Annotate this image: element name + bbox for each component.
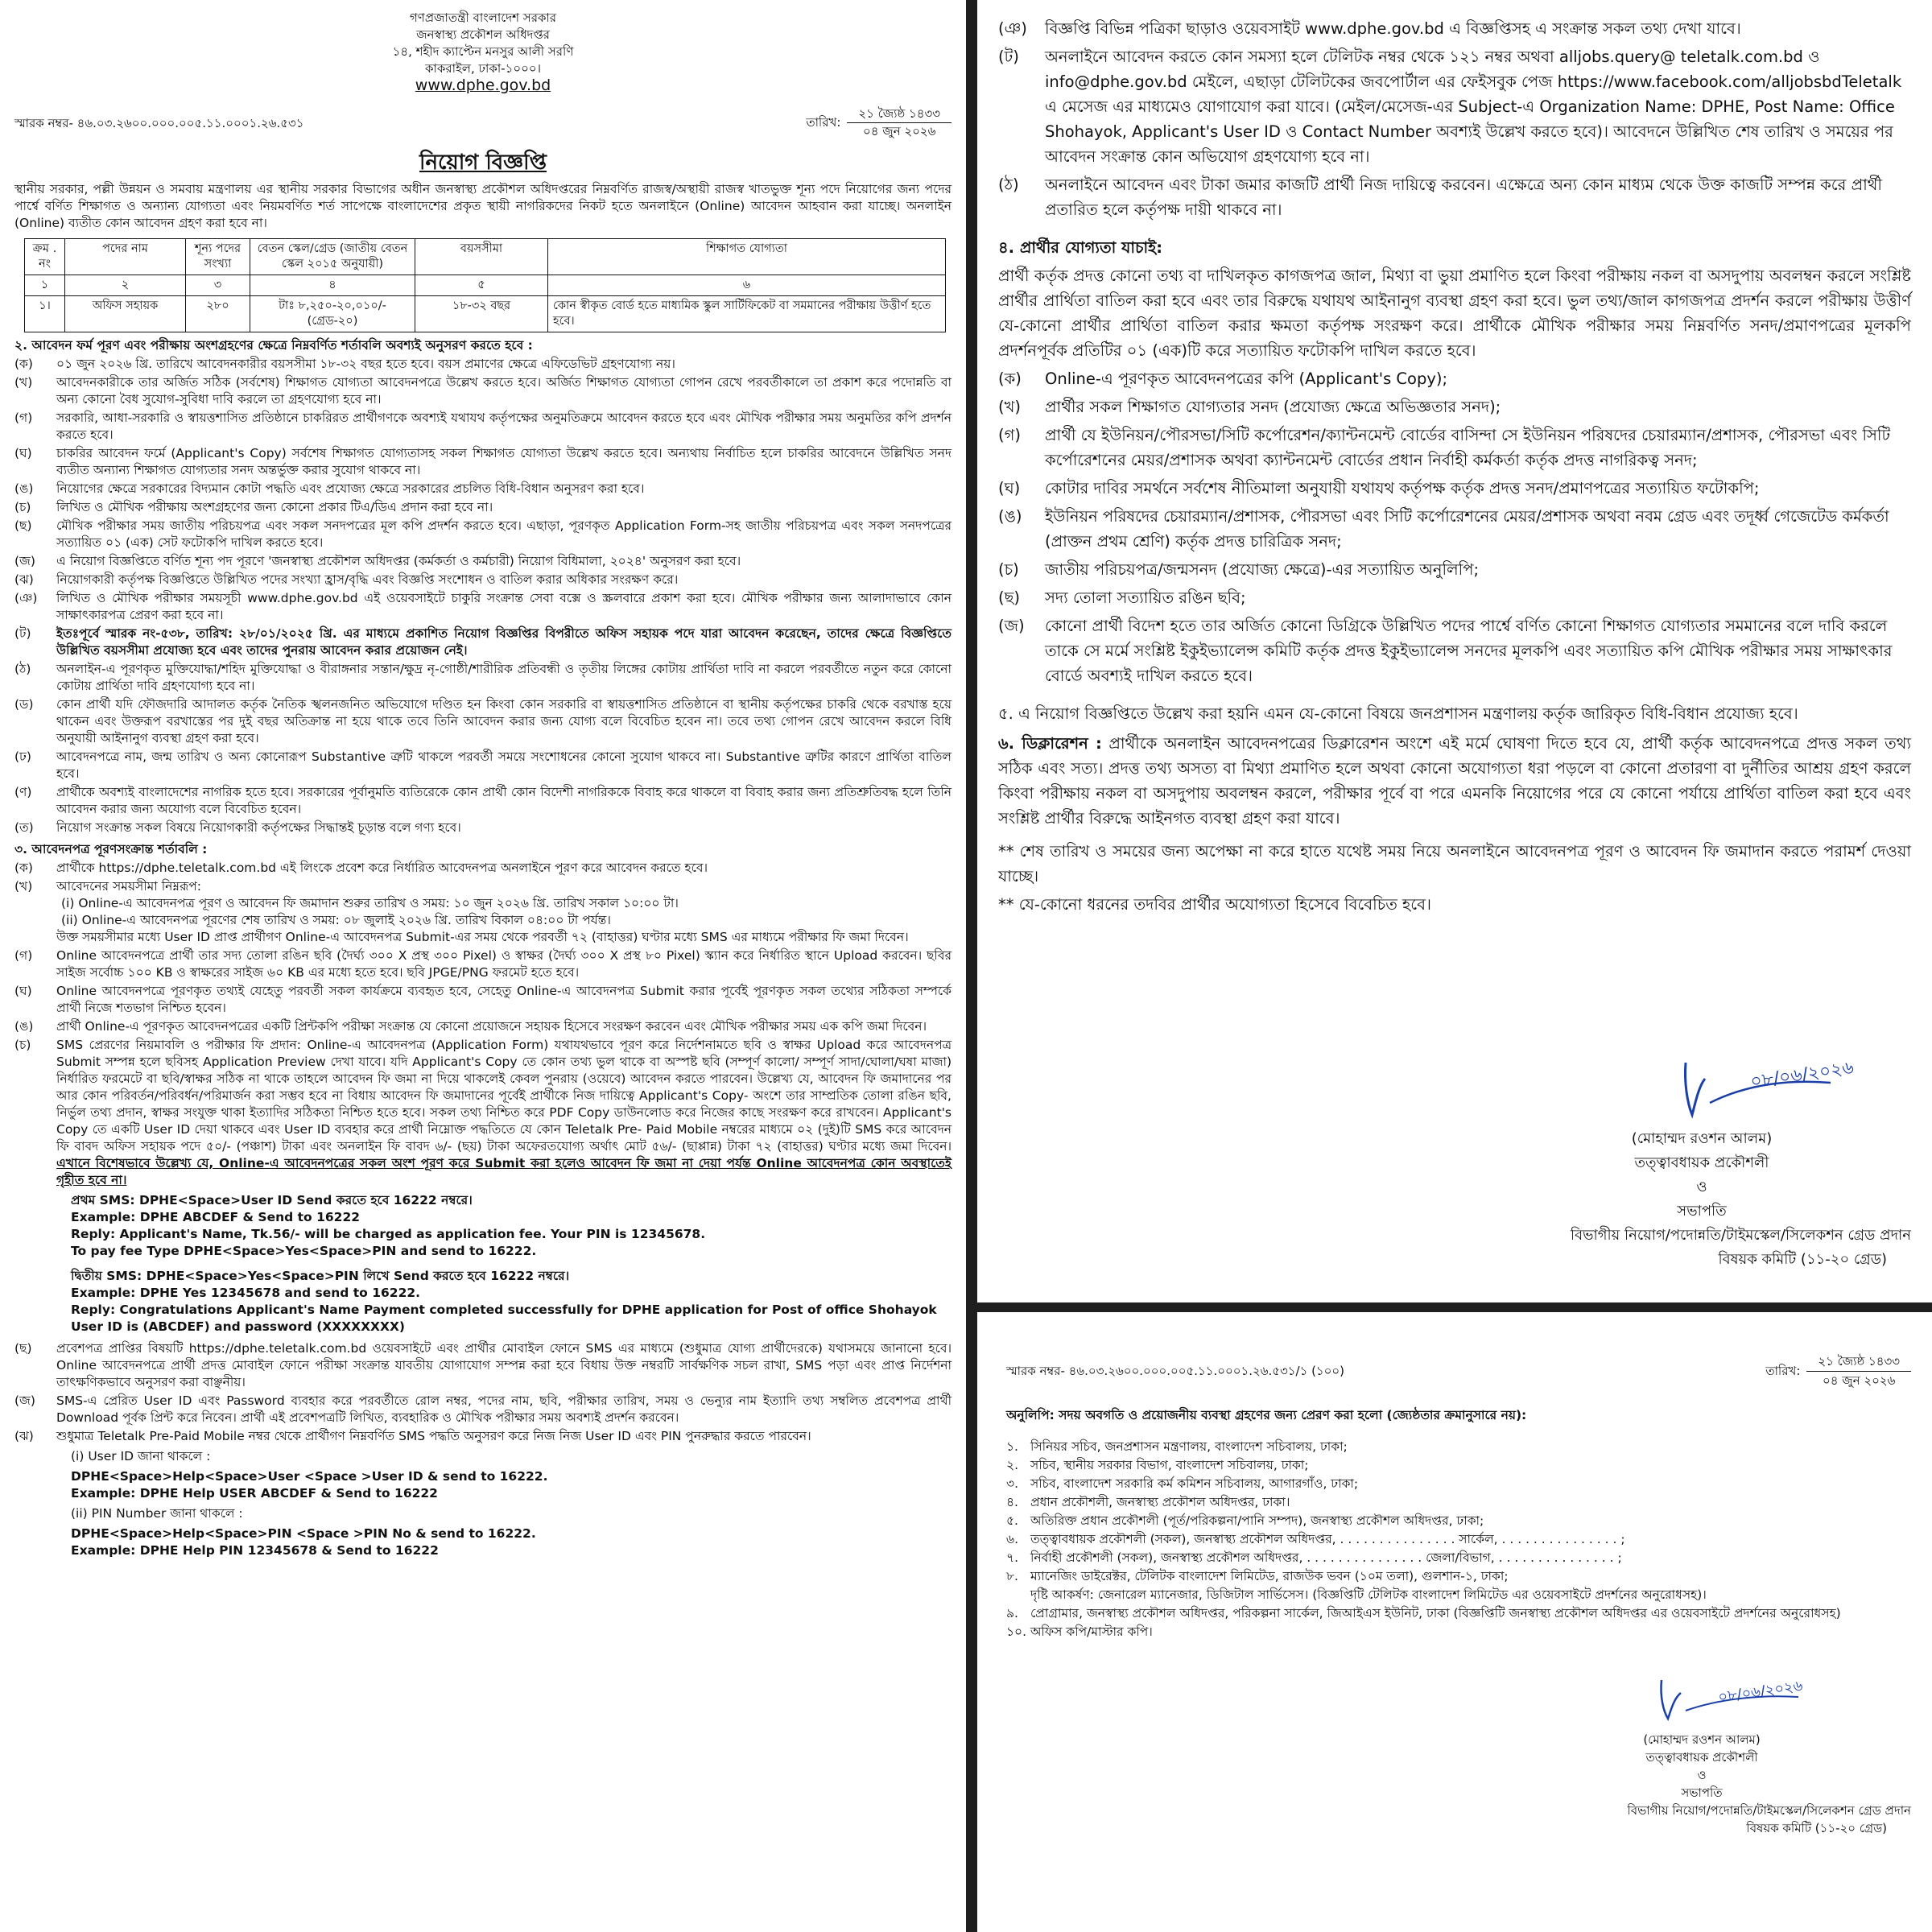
letterhead — [14, 10, 952, 94]
cell-pay-scale: টাঃ ৮,২৫০-২০,০১০/- (গ্রেড-২০) — [250, 296, 415, 332]
list-item — [998, 366, 1911, 391]
item-marker: (ড) — [14, 697, 34, 712]
item-marker: (ক) — [14, 861, 33, 875]
address-line-2: কাকরাইল, ঢাকা-১০০০। — [425, 61, 541, 76]
list-item — [998, 16, 1911, 41]
signatory-title: তত্ত্বাবধায়ক প্রকৌশলী — [1645, 1750, 1758, 1765]
item-marker: (গ) — [998, 426, 1021, 444]
list-item — [998, 585, 1911, 610]
item-marker: ৪. — [1006, 1495, 1018, 1509]
item-text: কোনো প্রার্থী বিদেশ হতে তার অর্জিত কোনো ডিগ্রিকে উল্লিখিত পদের পার্শ্বে বর্ণিত কোনো শিক্ষাগত যোগ্যতার সমমানের বলে দাবি করলে তাকে সে মর্মে সংশ্লিষ্ট ইকুইভ্যালেন্স কমিটি কর্তৃক প্রদত্ত ইকুইভ্যালেন্স সনদের মূলকপি এবং সত্যায়িত কপি মৌখিক পরীক্ষার সময় সাক্ষাৎকার বোর্ডে অবশ্যই দাখিল করতে হবে। — [1045, 617, 1893, 685]
sms-line: Example: DPHE Help USER ABCDEF & Send to 16222 — [71, 1486, 438, 1501]
item-text: সরকারি, আধা-সরকারি ও স্বায়ত্তশাসিত প্রতিষ্ঠানে চাকরিরত প্রার্থীগণকে অবশ্যই যথাযথ কর্তৃপক্ষের অনুমতিক্রমে আবেদন করতে হবে এবং মৌখিক পরীক্ষার সময় অনুমতির কপি প্রদর্শন করতে হবে। — [56, 411, 952, 442]
list-item — [1006, 1586, 1911, 1604]
copy-distribution-page — [977, 1312, 1932, 1932]
sms-line: DPHE<Space>Help<Space>PIN <Space >PIN No & send to 16222. — [71, 1526, 536, 1541]
signatory-name: (মোহাম্মদ রওশন আলম) — [1643, 1732, 1761, 1747]
declaration-text: প্রার্থীকে অনলাইন আবেদনপত্রের ডিক্লারেশন অংশে এই মর্মে ঘোষণা দিতে হবে যে, প্রার্থী কর্তৃক আবেদনপত্রে প্রদত্ত সকল তথ্য সঠিক এবং সত্য। প্রদত্ত তথ্য অসত্য বা মিথ্যা প্রমাণিত হলে অথবা কোনো অযোগ্যতা ধরা পড়লে বা কোনো প্রতারণা বা দুর্নীতির আশ্রয় গ্রহণ করলে কিংবা পরীক্ষায় নকল বা অসদুপায় অবলম্বন করলে, পরীক্ষার পূর্বে বা পরে এমনকি নিয়োগের পরে যে কোনো পর্যায়ে প্রার্থিতা বাতিল করা হবে এবং সংশ্লিষ্ট প্রার্থীর বিরুদ্ধে আইনগত ব্যবস্থা গ্রহণ করা যাবে। — [998, 734, 1911, 828]
list-item — [14, 1393, 952, 1426]
item-text: নিয়োগকারী কর্তৃপক্ষ বিজ্ঞপ্তিতে উল্লিখিত পদের সংখ্যা হ্রাস/বৃদ্ধি এবং বিজ্ঞপ্তি সংশোধন ও বাতিল করার অধিকার সংরক্ষণ করে। — [56, 572, 679, 587]
copy-memo-date — [1765, 1352, 1911, 1390]
item-marker: (ছ) — [14, 518, 32, 533]
cell-age: ১৮-৩২ বছর — [415, 296, 548, 332]
list-item — [1006, 1604, 1911, 1623]
list-item — [14, 1018, 952, 1035]
signature-block — [1492, 1127, 1911, 1272]
signatory-role: সভাপতি — [1681, 1785, 1723, 1800]
item-marker: (চ) — [14, 1038, 31, 1052]
copy-memo-number: স্মারক নম্বর- ৪৬.০৩.২৬০০.০০০.০০৫.১১.০০০১.২৬.৫৩১/১ (১০০) — [1006, 1364, 1345, 1378]
website-link[interactable]: www.dphe.gov.bd — [415, 76, 551, 94]
cell-post: অফিস সহায়ক — [65, 296, 186, 332]
col-number: ৩ — [186, 275, 250, 296]
cell-vacancies: ২৮০ — [186, 296, 250, 332]
list-item — [14, 1340, 952, 1391]
dept-name: জনস্বাস্থ্য প্রকৌশল অধিদপ্তর — [416, 27, 550, 42]
item-marker: (ছ) — [14, 1341, 32, 1356]
signatory-and: ও — [1696, 1179, 1707, 1195]
item-text: এ নিয়োগ বিজ্ঞপ্তিতে বর্ণিত শূন্য পদ পূরণে 'জনস্বাস্থ্য প্রকৌশল অধিদপ্তর (কর্মকর্তা ও কর্মচারী) নিয়োগ বিধিমালা, ২০২৪' অনুসরণ করা হবে। — [56, 554, 741, 568]
list-item — [14, 1428, 952, 1445]
item-marker: (জ) — [14, 554, 35, 568]
item-text: ম্যানেজিং ডাইরেক্টর, টেলিটক বাংলাদেশ লিমিটেড, রাজউক ভবন (১০ম তলা), গুলশান-১, ঢাকা; — [1030, 1569, 1509, 1583]
col-pay-scale: বেতন স্কেল/গ্রেড (জাতীয় বেতন স্কেল ২০১৫ অনুযায়ী) — [250, 239, 415, 275]
item-text: Online আবেদনপত্রে প্রার্থী তার সদ্য তোলা রঙিন ছবি (দৈর্ঘ্য ৩০০ X প্রস্থ ৩০০ Pixel) ও স্বাক্ষর (দৈর্ঘ্য ৩০০ X প্রস্থ ৮০ Pixel) স্ক্যান করে নির্ধারিত স্থানে Upload করবেন। ছবির সাইজ সর্বোচ্চ ১০০ KB ও স্বাক্ষরের সাইজ ৬০ KB এর মধ্যে হতে হবে। ছবি JPGE/PNG ফরমেট হতে হবে। — [56, 948, 952, 980]
item-marker: ৮. — [1006, 1569, 1018, 1583]
item-text: লিখিত ও মৌখিক পরীক্ষার সময়সূচী www.dphe.gov.bd এই ওয়েবসাইটে চাকুরি সংক্রান্ত সেবা বক্সে ও স্ক্রলবারে প্রকাশ করা হবে। মৌখিক পরীক্ষার জন্য আলাদাভাবে কোন সাক্ষাৎকারপত্র প্রেরণ করা হবে না। — [56, 591, 952, 622]
item-marker: ১০. — [1006, 1624, 1027, 1639]
list-item — [14, 947, 952, 981]
signatory-name: (মোহাম্মদ রওশন আলম) — [1631, 1130, 1773, 1147]
deadline-end: (ii) Online-এ আবেদনপত্র পূরণের শেষ তারিখ ও সময়: ০৮ জুলাই ২০২৬ খ্রি. তারিখ বিকাল ০৪:০০ টা পর্যন্ত। — [61, 913, 611, 927]
list-item — [14, 983, 952, 1017]
item-text: প্রার্থী যে ইউনিয়ন/পৌরসভা/সিটি কর্পোরেশন/ক্যান্টনমেন্ট বোর্ডের বাসিন্দা সে ইউনিয়ন পরিষদের চেয়ারম্যান/প্রশাসক, পৌরসভা এবং সিটি কর্পোরেশনের মেয়র/প্রশাসক অথবা ক্যান্টনমেন্ট বোর্ডের প্রধান নির্বাহী কর্মকর্তা কর্তৃক প্রদত্ত নাগরিকত্ব সনদ; — [1045, 426, 1891, 469]
item-marker: (ঘ) — [998, 479, 1021, 497]
list-item — [14, 749, 952, 782]
item-marker: ৯. — [1006, 1606, 1018, 1620]
list-item — [14, 410, 952, 444]
item-text: মৌখিক পরীক্ষার সময় জাতীয় পরিচয়পত্র এবং সকল সনদপত্রের মূল কপি প্রদর্শন করতে হবে। এছাড়া, পূরণকৃত Application Form-সহ জাতীয় পরিচয়পত্র এবং সকল সনদপত্রের সত্যায়িত ০১ (এক) সেট ফটোকপি দাখিল করতে হবে। — [56, 518, 952, 550]
section-2-title: ২. আবেদন ফর্ম পূরণ এবং পরীক্ষায় অংশগ্রহণের ক্ষেত্রে নিম্নবর্ণিত শর্তাবলি অবশ্যই অনুসরণ করতে হবে : — [14, 338, 533, 353]
date-label: তারিখ: — [1765, 1364, 1801, 1378]
note-deadline: ** শেষ তারিখ ও সময়ের জন্য অপেক্ষা না করে হাতে যথেষ্ট সময় নিয়ে অনলাইনে আবেদনপত্র পূরণ ও আবেদন ফি জমাদান করতে পরামর্শ দেওয়া যাচ্ছে। — [998, 842, 1911, 886]
notice-title: নিয়োগ বিজ্ঞপ্তি — [419, 151, 547, 175]
user-id-recovery-label: (i) User ID জানা থাকলে : — [71, 1449, 211, 1463]
list-item — [14, 518, 952, 551]
list-item — [998, 44, 1911, 169]
col-serial: ক্রম . নং — [25, 239, 65, 275]
item-marker: (চ) — [14, 500, 31, 514]
item-text: সচিব, বাংলাদেশ সরকারি কর্ম কমিশন সচিবালয়, আগারগাঁও, ঢাকা; — [1030, 1476, 1359, 1491]
declaration-label: ৬. ডিক্লারেশন : — [998, 734, 1102, 753]
item-text: প্রার্থীকে অবশ্যই বাংলাদেশের নাগরিক হতে হবে। সরকারের পূর্বানুমতি ব্যতিরেকে কোন প্রার্থী কোন বিদেশী নাগরিককে বিবাহ করে থাকলে বা বিবাহ করার জন্য প্রতিশ্রুতিবদ্ধ হলে তিনি আবেদন করার জন্য অযোগ্য বলে বিবেচিত হবেন। — [56, 785, 952, 816]
list-item — [14, 499, 952, 516]
item-marker: (চ) — [998, 560, 1019, 579]
list-item — [1006, 1475, 1911, 1493]
section-4-title: ৪. প্রার্থীর যোগ্যতা যাচাই: — [998, 238, 1163, 257]
user-id-recovery — [14, 1468, 952, 1502]
list-item — [14, 696, 952, 747]
item-text: প্রার্থীর সকল শিক্ষাগত যোগ্যতার সনদ (প্রযোজ্য ক্ষেত্রে অভিজ্ঞতার সনদ); — [1045, 398, 1501, 416]
col-number: ১ — [25, 275, 65, 296]
item-text: প্রার্থী Online-এ পূরণকৃত আবেদনপত্রের একটি প্রিন্টকপি পরীক্ষা সংক্রান্ত যে কোনো প্রয়োজনে সহায়ক হিসেবে সংরক্ষণ করবেন এবং মৌখিক পরীক্ষার সময় এক কপি জমা দিবেন। — [56, 1019, 927, 1034]
item-marker: (ত) — [14, 820, 34, 835]
list-item — [14, 819, 952, 836]
section-2-list — [14, 356, 952, 836]
list-item — [1006, 1623, 1911, 1641]
item-text: জাতীয় পরিচয়পত্র/জন্মসনদ (প্রযোজ্য ক্ষেত্রে)-এর সত্যায়িত অনুলিপি; — [1045, 560, 1480, 579]
list-item — [998, 504, 1911, 554]
date-stack — [1806, 1352, 1911, 1390]
memo-row — [14, 105, 952, 140]
item-text: নিয়োগের ক্ষেত্রে সরকারের বিদ্যমান কোটা পদ্ধতি এবং প্রযোজ্য ক্ষেত্রে সরকারের প্রচলিত বিধি-বিধান অনুসরণ করা হবে। — [56, 481, 645, 496]
page-divider — [966, 0, 977, 1932]
list-item — [14, 860, 952, 877]
item-text: অনলাইনে আবেদন এবং টাকা জমার কাজটি প্রার্থী নিজ দায়িত্বে করবেন। এক্ষেত্রে অন্য কোন মাধ্যম থেকে উক্ত কাজটি সম্পন্ন করে প্রার্থী প্রতারিত হলে কর্তৃপক্ষ দায়ী থাকবে না। — [1045, 175, 1882, 219]
item-text: আবেদনের সময়সীমা নিম্নরূপ: — [56, 879, 201, 894]
item-text: চাকরির আবেদন ফর্মে (Applicant's Copy) সর্বশেষ শিক্ষাগত যোগ্যতাসহ সকল শিক্ষাগত যোগ্যতা উল্লেখ করতে হবে। অন্যথায় নির্বাচিত হলে চাকরির আবেদনে উল্লিখিত সনদ ব্যতীত অন্যান্য শিক্ষাগত যোগ্যতার সনদ অন্তর্ভুক্ত করার সুযোগ থাকবে না। — [56, 446, 952, 477]
col-number: ৪ — [250, 275, 415, 296]
col-number: ৫ — [415, 275, 548, 296]
first-sms-block — [14, 1192, 952, 1260]
memo-date — [806, 105, 952, 140]
item-marker: (গ) — [14, 948, 33, 963]
section-6 — [998, 731, 1911, 831]
vacancy-table — [24, 238, 946, 332]
copy-memo-row — [1006, 1352, 1911, 1390]
item-text: Online-এ পূরণকৃত আবেদনপত্রের কপি (Applicant's Copy); — [1045, 369, 1448, 388]
col-vacancies: শূন্য পদের সংখ্যা — [186, 239, 250, 275]
item-body — [56, 1037, 952, 1189]
item-marker: (ঝ) — [14, 1429, 34, 1443]
sms-line: Example: DPHE Help PIN 12345678 & Send to 16222 — [71, 1543, 439, 1558]
pin-recovery — [14, 1525, 952, 1559]
list-item — [14, 445, 952, 479]
item-text: প্রবেশপত্র প্রাপ্তির বিষয়টি https://dphe.teletalk.com.bd ওয়েবসাইটে এবং প্রার্থীর মোবাইল ফোনে SMS এর মাধ্যমে (শুধুমাত্র যোগ্য প্রার্থীদেরকে) যথাসময়ে জানানো হবে। Online আবেদনপত্রে প্রার্থী প্রদত্ত মোবাইল ফোনে পরীক্ষা সংক্রান্ত যাবতীয় যোগাযোগ সম্পন্ন করা হবে বিধায় উক্ত নম্বরটি সার্বক্ষণিক সচল রাখা, SMS পড়া এবং প্রাপ্ত নির্দেশনা তাৎক্ষণিকভাবে অনুসরণ করা বাঞ্ছনীয়। — [56, 1341, 952, 1389]
item-marker: (ছ) — [998, 588, 1021, 607]
list-item — [14, 625, 952, 659]
item-marker: ১. — [1006, 1439, 1018, 1454]
item-text: নির্বাহী প্রকৌশলী (সকল), জনস্বাস্থ্য প্রকৌশল অধিদপ্তর, . . . . . . . . . . . . . . . জেলা/বিভাগ, . . . . . . . . . . . . . . . ; — [1030, 1550, 1622, 1565]
notice-page-right — [977, 0, 1932, 1302]
item-marker: (ক) — [998, 369, 1022, 388]
list-item — [998, 613, 1911, 688]
item-text: অনলাইন-এ পূরণকৃত মুক্তিযোদ্ধা/শহিদ মুক্তিযোদ্ধা ও বীরাঙ্গনার সন্তান/ক্ষুদ্র নৃ-গোষ্ঠী/শারীরিক প্রতিবন্ধী ও তৃতীয় লিঙ্গের কোটায় প্রার্থিতা দাবি না করলে পরবর্তীতে নতুন করে কোনো কোটায় প্রার্থিতা দাবি গ্রহণযোগ্য হবে না। — [56, 662, 952, 693]
section-4-paragraph: প্রার্থী কর্তৃক প্রদত্ত কোনো তথ্য বা দাখিলকৃত কাগজপত্র জাল, মিথ্যা বা ভুয়া প্রমাণিত হলে কিংবা পরীক্ষায় নকল বা অসদুপায় অবলম্বন করলে সংশ্লিষ্ট প্রার্থীর প্রার্থিতা বাতিল করা হবে এবং তার বিরুদ্ধে যথাযথ আইনানুগ ব্যবস্থা গ্রহণ করা হবে। ভুল তথ্য/জাল কাগজপত্র প্রদর্শন করলে পরীক্ষায় উত্তীর্ণ যে-কোনো প্রার্থীর প্রার্থিতা বাতিল করার ক্ষমতা কর্তৃপক্ষ সংরক্ষণ করে। প্রার্থীকে মৌখিক পরীক্ষার সময় নিম্নবর্ণিত সনদ/প্রমাণপত্রের মূলকপি প্রদর্শনপূর্বক প্রতিটির ০১ (এক)টি করে সত্যায়িত ফটোকপি দাখিল করতে হবে। — [998, 266, 1911, 360]
date-label: তারিখ: — [806, 115, 841, 130]
item-body — [56, 878, 952, 946]
list-item — [998, 476, 1911, 501]
list-item — [998, 557, 1911, 582]
item-marker: (ঙ) — [14, 481, 34, 496]
item-text: বিজ্ঞপ্তি বিভিন্ন পত্রিকা ছাড়াও ওয়েবসাইট www.dphe.gov.bd এ বিজ্ঞপ্তিসহ এ সংক্রান্ত সকল তথ্য দেখা যাবে। — [1045, 19, 1741, 38]
govt-name: গণপ্রজাতন্ত্রী বাংলাদেশ সরকার — [409, 10, 557, 25]
address-line-1: ১৪, শহীদ ক্যাপ্টেন মনসুর আলী সরণি — [392, 44, 574, 59]
sms-line: প্রথম SMS: DPHE<Space>User ID Send করতে হবে 16222 নম্বরে। — [71, 1193, 473, 1208]
item-marker: (ঘ) — [14, 984, 32, 998]
item-text: কোটার দাবির সমর্থনে সর্বশেষ নীতিমালা অনুযায়ী যথাযথ কর্তৃপক্ষ কর্তৃক প্রদত্ত সনদ/প্রমাণপত্রের সত্যায়িত ফটোকপি; — [1045, 479, 1760, 497]
item-text: Online আবেদনপত্রে পূরণকৃত তথ্যই যেহেতু পরবর্তী সকল কার্যক্রমে ব্যবহৃত হবে, সেহেতু Online-এ আবেদনপত্র Submit করার পূর্বেই পূরণকৃত সকল তথ্যের সঠিকতা সম্পর্কে প্রার্থী নিজে শতভাগ নিশ্চিত হবেন। — [56, 984, 952, 1015]
sms-line: Reply: Applicant's Name, Tk.56/- will be charged as application fee. Your PIN is 12345678. — [71, 1227, 706, 1241]
item-text: সচিব, স্থানীয় সরকার বিভাগ, বাংলাদেশ সচিবালয়, ঢাকা; — [1030, 1458, 1309, 1472]
list-item — [1006, 1493, 1911, 1512]
col-age: বয়সসীমা — [415, 239, 548, 275]
date-bengali: ২১ জ্যৈষ্ঠ ১৪৩৩ — [847, 105, 952, 123]
item-text: প্রধান প্রকৌশলী, জনস্বাস্থ্য প্রকৌশল অধিদপ্তর, ঢাকা। — [1030, 1495, 1290, 1509]
item-text: ইতঃপূর্বে স্মারক নং-৫৩৮, তারিখ: ২৮/০১/২০২৫ খ্রি. এর মাধ্যমে প্রকাশিত নিয়োগ বিজ্ঞপ্তির বিপরীতে অফিস সহায়ক পদে যারা আবেদন করেছেন, তাদের ক্ষেত্রে বিজ্ঞপ্তিতে উল্লিখিত বয়সসীমা প্রযোজ্য হবে এবং তাদের পুনরায় আবেদন করার প্রয়োজন নেই। — [56, 626, 952, 658]
item-text: অতিরিক্ত প্রধান প্রকৌশলী (পূর্ত/পরিকল্পনা/পানি সম্পদ), জনস্বাস্থ্য প্রকৌশল অধিদপ্তর, ঢাকা; — [1030, 1513, 1484, 1528]
item-marker: (ক) — [14, 357, 33, 371]
section-5: ৫. এ নিয়োগ বিজ্ঞপ্তিতে উল্লেখ করা হয়নি এমন যে-কোনো বিষয়ে জনপ্রশাসন মন্ত্রণালয় কর্তৃক জারিকৃত বিধি-বিধান প্রযোজ্য হবে। — [998, 704, 1798, 723]
item-text: SMS প্রেরণের নিয়মাবলি ও পরীক্ষার ফি প্রদান: Online-এ আবেদনপত্র (Application Form) যথাযথভাবে পূরণ করে নির্দেশনামতে ছবি ও স্বাক্ষর Upload করে আবেদনপত্র Submit সম্পন্ন হলে ছবিসহ Application Preview দেখা যাবে। যদি Applicant's Copy তে কোন তথ্য ভুল থাকে বা অস্পষ্ট ছবি (সম্পূর্ণ কালো/ সম্পূর্ণ সাদা/ঘোলা/ঘষা মাজা) নির্ধারিত ফরমেটে বা ছবি/স্বাক্ষর সঠিক না থাকে তাহলে আবেদন ফি জমা না দিয়ে থাকলেই কেবল পুনরায় (ওয়েবে) আবেদন করতে পারবেন। উল্লেখ্য যে, আবেদন ফি জমাদানের পর আর কোন পরিবর্তন/পরিবর্ধন/পরিমার্জন করা সম্ভব হবে না বিধায় আবেদন ফি জমাদানের পূর্বেই প্রার্থীকে নিজ দায়িত্বে Applicant's Copy- অংশে তার সাম্প্রতিক তোলা রঙিন ছবি, নির্ভুল তথ্য প্রদান, স্বাক্ষর সংযুক্ত থাকা ইত্যাদির সঠিকতা নিশ্চিত হতে হবে। সকল তথ্য নিশ্চিত করে PDF Copy ডাউনলোড করে নিজের কাছে সংরক্ষণ করে রাখবেন। Applicant's Copy তে একটি User ID দেয়া থাকবে এবং User ID ব্যবহার করে প্রার্থী নিম্নোক্ত পদ্ধতিতে যে কোন Teletalk Pre- Paid Mobile নম্বরের মাধ্যমে ০২ (দুই)টি SMS করে আবেদন ফি বাবদ অফিস সহায়ক পদে ৫০/- (পঞ্চাশ) টাকা এবং অনলাইন ফি বাবদ ৬/- (ছয়) টাকা অফেরতযোগ্য অর্থাৎ মোট ৫৬/- (ছাপ্পান্ন) টাকা ৭২ (বাহাত্তর) ঘণ্টার মধ্যে জমা দিবেন। — [56, 1038, 952, 1154]
deadline-start: (i) Online-এ আবেদনপত্র পূরণ ও আবেদন ফি জমাদান শুরুর তারিখ ও সময়: ১০ জুন ২০২৬ খ্রি. তারিখ সকাল ১০:০০ টা। — [61, 896, 679, 910]
item-text: তত্ত্বাবধায়ক প্রকৌশলী (সকল), জনস্বাস্থ্য প্রকৌশল অধিদপ্তর, . . . . . . . . . . . . . . . সার্কেল, . . . . . . . . . . . . . . . ; — [1030, 1532, 1625, 1546]
item-note: উক্ত সময়সীমার মধ্যে User ID প্রাপ্ত প্রার্থীগণ Online-এ আবেদনপত্র Submit-এর সময় থেকে পরবর্তী ৭২ (বাহাত্তর) ঘণ্টার মধ্যে SMS এর মাধ্যমে পরীক্ষার ফি জমা দিবেন। — [56, 930, 909, 944]
fee-warning: এখানে বিশেষভাবে উল্লেখ্য যে, Online-এ আবেদনপত্রের সকল অংশ পূরণ করে Submit করা হলেও আবেদন ফি জমা না দেয়া পর্যন্ত Online আবেদনপত্র কোন অবস্থাতেই গৃহীত হবে না। — [56, 1156, 952, 1187]
date-stack — [847, 105, 952, 140]
section-divider — [977, 1302, 1932, 1312]
remaining-items-list — [998, 16, 1911, 222]
cell-serial: ১। — [25, 296, 65, 332]
list-item — [14, 661, 952, 695]
cell-qualification: কোন স্বীকৃত বোর্ড হতে মাধ্যমিক স্কুল সার্টিফিকেট বা সমমানের পরীক্ষায় উত্তীর্ণ হতে হবে। — [548, 296, 946, 332]
signature-date: ০৮/০৬/২০২৬ — [1717, 1677, 1804, 1707]
list-item — [14, 878, 952, 946]
col-post: পদের নাম — [65, 239, 186, 275]
item-text: সদ্য তোলা সত্যায়িত রঙিন ছবি; — [1045, 588, 1246, 607]
item-text: নিয়োগ সংক্রান্ত সকল বিষয়ে নিয়োগকারী কর্তৃপক্ষের সিদ্ধান্তই চূড়ান্ত বলে গণ্য হবে। — [56, 820, 461, 835]
list-item — [1006, 1456, 1911, 1475]
item-marker: (ঘ) — [14, 446, 32, 460]
item-text: শুধুমাত্র Teletalk Pre-Paid Mobile নম্বর থেকে প্রার্থীগণ নিম্নবর্ণিত SMS পদ্ধতি অনুসরণ করে নিজ নিজ User ID এবং PIN পুনরুদ্ধার করতে পারবেন। — [56, 1429, 811, 1443]
item-text: আবেদনকারীকে তার অর্জিত সঠিক (সর্বশেষ) শিক্ষাগত যোগ্যতা আবেদনপত্রে উল্লেখ করতে হবে। অর্জিত শিক্ষাগত যোগ্যতা গোপন রেখে পরবর্তীকালে তা প্রকাশ করে পদোন্নতি বা অন্য কোনো বৈধ সুযোগ-সুবিধা দাবি করলে তা গ্রহণযোগ্য হবে না। — [56, 375, 952, 407]
item-marker: (ঠ) — [14, 662, 31, 676]
item-text: কোন প্রার্থী যদি ফৌজদারি আদালত কর্তৃক নৈতিক স্খলনজনিত অভিযোগে দণ্ডিত হন কিংবা কোন সরকারি বা স্বায়ত্তশাসিত প্রতিষ্ঠানে বা স্থানীয় কর্তৃপক্ষের চাকরি থেকে বরখাস্ত হয়ে থাকেন এবং উক্তরূপ বরখাস্তের পর দুই বছর অতিক্রান্ত না হয়ে থাকে তবে তিনি আবেদন করার জন্য যোগ্য বলে বিবেচিত হবেন না। তবে তথ্য গোপন রেখে আবেদন করলে বিধি অনুযায়ী আইনানুগ ব্যবস্থা গ্রহণ করা হবে। — [56, 697, 952, 745]
copy-heading: অনুলিপি: সদয় অবগতি ও প্রয়োজনীয় ব্যবস্থা গ্রহণের জন্য প্রেরণ করা হলো (জ্যেষ্ঠতার ক্রমানুসারে নয়): — [1006, 1408, 1527, 1422]
item-marker: (ঞ) — [14, 591, 38, 605]
list-item — [1006, 1530, 1911, 1549]
sms-line: DPHE<Space>Help<Space>User <Space >User ID & send to 16222. — [71, 1469, 548, 1484]
list-item — [1006, 1567, 1911, 1586]
committee-line-1: বিভাগীয় নিয়োগ/পদোন্নতি/টাইমস্কেল/সিলেকশন গ্রেড প্রদান — [1570, 1227, 1911, 1244]
item-marker: ৫. — [1006, 1513, 1018, 1528]
date-gregorian: ০৪ জুন ২০২৬ — [862, 124, 936, 138]
item-marker: (জ) — [998, 617, 1025, 635]
item-marker: (ট) — [14, 626, 31, 641]
col-number: ২ — [65, 275, 186, 296]
item-text: ০১ জুন ২০২৬ খ্রি. তারিখে আবেদনকারীর বয়সসীমা ১৮-৩২ বছর হতে হবে। বয়স প্রমাণের ক্ষেত্রে এফিডেভিট গ্রহণযোগ্য নয়। — [56, 357, 675, 371]
table-row — [25, 296, 946, 332]
date-bengali: ২১ জ্যৈষ্ঠ ১৪৩৩ — [1806, 1352, 1911, 1372]
list-item — [998, 394, 1911, 419]
item-marker: (ট) — [998, 47, 1019, 66]
list-item — [998, 172, 1911, 222]
item-marker: (ঞ) — [998, 19, 1027, 38]
sms-line: Reply: Congratulations Applicant's Name Payment completed successfully for DPHE application for Post of office Shohayok User ID is (ABCDEF) and password (XXXXXXXX) — [71, 1302, 937, 1334]
sms-line: দ্বিতীয় SMS: DPHE<Space>Yes<Space>PIN লিখে Send করতে হবে 16222 নম্বরে। — [71, 1269, 570, 1283]
list-item — [14, 784, 952, 818]
list-item — [14, 553, 952, 570]
table-header-row — [25, 239, 946, 275]
item-text: আবেদনপত্রে নাম, জন্ম তারিখ ও অন্য কোনোরূপ Substantive ত্রুটি থাকলে পরবর্তী সময়ে সংশোধনের কোনো সুযোগ থাকবে না। Substantive ত্রুটির কারণে প্রার্থিতা বাতিল হবে। — [56, 749, 952, 781]
item-text: প্রার্থীকে https://dphe.teletalk.com.bd এই লিংকে প্রবেশ করে নির্ধারিত আবেদনপত্র অনলাইনে পূরণ করে আবেদন করতে হবে। — [56, 861, 708, 875]
committee-line-2: বিষয়ক কমিটি (১১-২০ গ্রেড) — [1718, 1251, 1887, 1268]
item-text: SMS-এ প্রেরিত User ID এবং Password ব্যবহার করে পরবর্তীতে রোল নম্বর, পদের নাম, ছবি, পরীক্ষার তারিখ, সময় ও ভেন্যুর নাম ইত্যাদি তথ্য সম্বলিত প্রবেশপত্র প্রার্থী Download পূর্বক প্রিন্ট করে নিবেন। প্রার্থী এই প্রবেশপত্রটি লিখিত, ব্যবহারিক ও মৌখিক পরীক্ষার সময় অবশ্যই প্রদর্শন করবেন। — [56, 1393, 952, 1425]
item-marker: ৭. — [1006, 1550, 1019, 1565]
item-marker: (ঙ) — [998, 507, 1022, 526]
item-marker: (ঝ) — [14, 572, 34, 587]
list-item — [14, 572, 952, 588]
item-text: অনলাইনে আবেদন করতে কোন সমস্যা হলে টেলিটক নম্বর থেকে ১২১ নম্বর অথবা alljobs.query@ teletalk.com.bd ও info@dphe.gov.bd মেইলে, এছাড়া টেলিটকের জবপোর্টাল এর ফেইসবুক পেজ https://www.facebook.com/alljobsbdTeletalk এ মেসেজ এর মাধ্যমেও যোগাযোগ করা যাবে। (মেইল/মেসেজ-এর Subject-এ Organization Name: DPHE, Post Name: Office Shohayok, Applicant's User ID ও Contact Number অবশ্যই উল্লেখ করতে হবে)। আবেদনে উল্লিখিত শেষ তারিখ ও সময়ের পর আবেদন সংক্রান্ত কোন অভিযোগ গ্রহণযোগ্য হবে না। — [1045, 47, 1902, 166]
item-marker: (ণ) — [14, 785, 32, 799]
list-item — [14, 374, 952, 408]
item-marker: (খ) — [14, 879, 33, 894]
copy-list — [1006, 1438, 1911, 1641]
list-item — [1006, 1549, 1911, 1567]
item-text: সিনিয়র সচিব, জনপ্রশাসন মন্ত্রণালয়, বাংলাদেশ সচিবালয়, ঢাকা; — [1030, 1439, 1348, 1454]
item-marker: (খ) — [14, 375, 33, 390]
sms-line: To pay fee Type DPHE<Space>Yes<Space>PIN and send to 16222. — [71, 1244, 537, 1258]
item-marker: ৬. — [1006, 1532, 1019, 1546]
item-marker: (ঙ) — [14, 1019, 34, 1034]
item-marker: ৩. — [1006, 1476, 1019, 1491]
copy-signature-block — [1492, 1731, 1911, 1837]
item-marker: (গ) — [14, 411, 33, 425]
item-marker: (জ) — [14, 1393, 35, 1408]
list-item — [1006, 1438, 1911, 1456]
section-3-title: ৩. আবেদনপত্র পূরণসংক্রান্ত শর্তাবলি : — [14, 842, 208, 857]
memo-number: স্মারক নম্বর- ৪৬.০৩.২৬০০.০০০.০০৫.১১.০০০১.২৬.৫৩১ — [14, 116, 304, 130]
committee-line-1: বিভাগীয় নিয়োগ/পদোন্নতি/টাইমস্কেল/সিলেকশন গ্রেড প্রদান — [1627, 1803, 1911, 1818]
item-marker: ২. — [1006, 1458, 1019, 1472]
list-item — [14, 481, 952, 497]
item-marker: (খ) — [998, 398, 1022, 416]
signatory-and: ও — [1697, 1768, 1707, 1782]
list-item — [998, 423, 1911, 473]
list-item — [14, 356, 952, 373]
item-text: ইউনিয়ন পরিষদের চেয়ারম্যান/প্রশাসক, পৌরসভা এবং সিটি কর্পোরেশনের মেয়র/প্রশাসক অথবা নবম গ্রেড এবং তদূর্ধ্ব গেজেটেড কর্মকর্তা (প্রাক্তন প্রথম শ্রেণি) কর্তৃক প্রদত্ত চারিত্রিক সনদ; — [1045, 507, 1889, 551]
list-item — [1006, 1512, 1911, 1530]
item-marker — [1006, 1586, 1030, 1604]
list-item — [14, 1037, 952, 1189]
second-sms-block — [14, 1268, 952, 1335]
date-gregorian: ০৪ জুন ২০২৬ — [1822, 1373, 1896, 1388]
item-text: লিখিত ও মৌখিক পরীক্ষায় অংশগ্রহণের জন্য কোনো প্রকার টিএ/ডিএ প্রদান করা হবে না। — [56, 500, 493, 514]
item-marker: (ঢ) — [14, 749, 31, 764]
item-marker: (ঠ) — [998, 175, 1019, 194]
signatory-title: তত্ত্বাবধায়ক প্রকৌশলী — [1634, 1154, 1769, 1171]
item-text: দৃষ্টি আকর্ষণ: জেনারেল ম্যানেজার, ডিজিটাল সার্ভিসেস। (বিজ্ঞপ্তিটি টেলিটক বাংলাদেশ লিমিটেড এর ওয়েবসাইটে প্রদর্শনের অনুরোধসহ)। — [1030, 1587, 1707, 1602]
sms-line: Example: DPHE Yes 12345678 and send to 16222. — [71, 1286, 421, 1300]
note-lobbying: ** যে-কোনো ধরনের তদবির প্রার্থীর অযোগ্যতা হিসেবে বিবেচিত হবে। — [998, 895, 1431, 914]
signature-date: ০৮/০৬/২০২৬ — [1748, 1058, 1856, 1092]
item-text: প্রোগ্রামার, জনস্বাস্থ্য প্রকৌশল অধিদপ্তর, পরিকল্পনা সার্কেল, জিআইএস ইউনিট, ঢাকা (বিজ্ঞপ্তিটি জনস্বাস্থ্য প্রকৌশল অধিদপ্তর এর ওয়েবসাইটে প্রদর্শনের অনুরোধসহ) — [1030, 1606, 1841, 1620]
intro-paragraph: স্থানীয় সরকার, পল্লী উন্নয়ন ও সমবায় মন্ত্রণালয় এর স্থানীয় সরকার বিভাগের অধীন জনস্বাস্থ্য প্রকৌশল অধিদপ্তরের নিম্নবর্ণিত রাজস্ব/অস্থায়ী রাজস্ব খাতভুক্ত শূন্য পদে নিয়োগের জন্য পদের পার্শ্বে বর্ণিত শিক্ষাগত ও অন্যান্য যোগ্যতা এবং নিয়মবর্ণিত শর্ত সাপেক্ষে বাংলাদেশের প্রকৃত স্থায়ী নাগরিকদের নিকট হতে অনলাইনে (Online) আবেদন আহবান করা যাচ্ছে। অনলাইন (Online) ব্যতীত কোন আবেদন গ্রহণ করা হবে না। — [14, 182, 952, 230]
item-text: অফিস কপি/মাস্টার কপি। — [1030, 1624, 1153, 1639]
section-4-list — [998, 366, 1911, 688]
pin-recovery-label: (ii) PIN Number জানা থাকলে : — [71, 1506, 243, 1521]
table-number-row — [25, 275, 946, 296]
col-number: ৬ — [548, 275, 946, 296]
col-qualification: শিক্ষাগত যোগ্যতা — [548, 239, 946, 275]
committee-line-2: বিষয়ক কমিটি (১১-২০ গ্রেড) — [1746, 1821, 1887, 1835]
signatory-role: সভাপতি — [1677, 1203, 1727, 1220]
list-item — [14, 590, 952, 624]
sms-line: Example: DPHE ABCDEF & Send to 16222 — [71, 1210, 361, 1224]
